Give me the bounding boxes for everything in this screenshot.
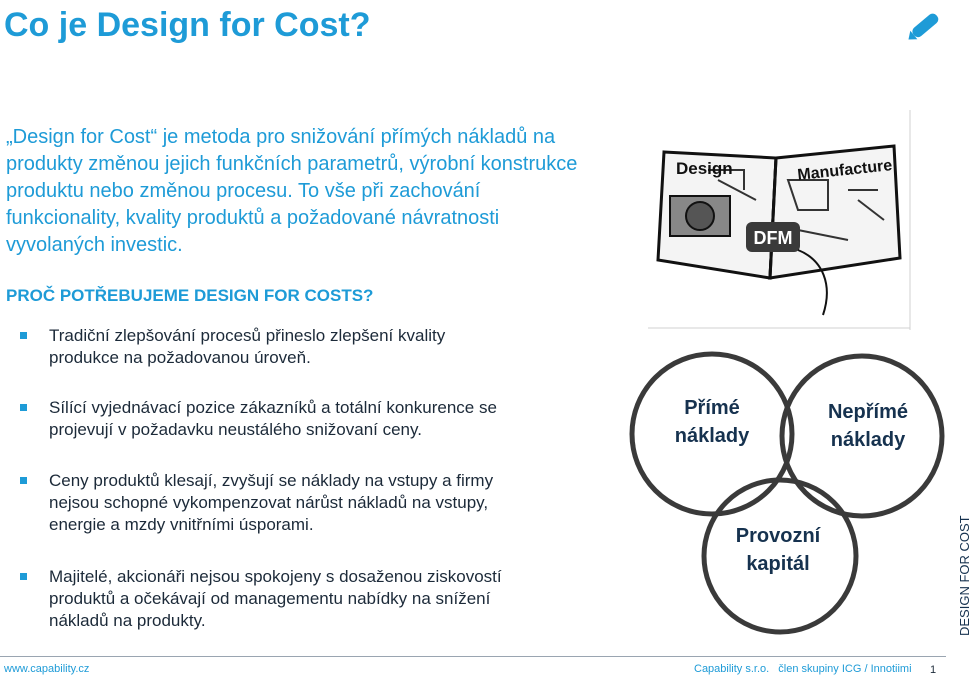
bullet-line: Sílící vyjednávací pozice zákazníků a totální konkurence se [49, 398, 497, 417]
venn-label-line: Provozní [735, 525, 821, 547]
page-title: Co je Design for Cost? [4, 6, 371, 44]
venn-label-line: Nepřímé [827, 401, 909, 423]
bullet-line: Majitelé, akcionáři nejsou spokojeny s dosaženou ziskovostí [49, 567, 502, 586]
venn-label-direct-costs [652, 394, 772, 450]
section-heading: PROČ POTŘEBUJEME DESIGN FOR COSTS? [6, 286, 374, 305]
illustration-manufacture-label: Manufacture [796, 157, 894, 184]
side-label: DESIGN FOR COST [957, 515, 972, 636]
footer-website-link[interactable]: www.capability.cz [4, 663, 90, 675]
bullet-marker-icon [20, 332, 27, 339]
bullet-text [49, 397, 497, 441]
intro-line: produktu nebo změnou procesu. To vše při zachování [6, 180, 481, 202]
bullet-line: nákladů na produkty. [49, 611, 206, 630]
bullet-line: Tradiční zlepšování procesů přineslo zlepšení kvality [49, 326, 446, 345]
bullet-marker-icon [20, 404, 27, 411]
venn-diagram [618, 330, 958, 630]
bullet-marker-icon [20, 477, 27, 484]
footer-company [694, 663, 918, 675]
footer-company-name: Capability s.r.o. [694, 663, 770, 675]
venn-label-line: kapitál [746, 553, 810, 575]
venn-label-line: náklady [830, 429, 906, 451]
footer-divider [0, 656, 946, 657]
dfm-badge: DFM [753, 228, 793, 248]
venn-label-line: Přímé [684, 397, 740, 419]
page-number: 1 [930, 664, 937, 676]
illustration-design-label: Design [676, 159, 733, 178]
bullet-line: produkce na požadovanou úroveň. [49, 348, 311, 367]
bullet-line: Ceny produktů klesají, zvyšují se náklady na vstupy a firmy [49, 471, 494, 490]
bullet-line: energie a mzdy vnitřními úsporami. [49, 515, 314, 534]
bullet-line: nejsou schopné vykompenzovat nárůst nákladů na vstupy, [49, 493, 489, 512]
bullet-text [49, 470, 493, 536]
intro-paragraph [6, 124, 660, 259]
venn-label-line: náklady [674, 425, 750, 447]
bullet-text [49, 325, 445, 369]
bullet-line: projevují v požadavku neustálého snižovaní ceny. [49, 420, 422, 439]
intro-line: vyvolaných investic. [6, 234, 183, 256]
intro-line: produkty změnou jejich funkčních parametrů, výrobní konstrukce [6, 153, 578, 175]
bullet-marker-icon [20, 573, 27, 580]
bullet-line: produktů a očekávají od managementu nabídky na snížení [49, 589, 491, 608]
venn-label-working-capital [718, 522, 838, 578]
intro-line: „Design for Cost“ je metoda pro snižování přímých nákladů na [6, 126, 556, 148]
footer-member: člen skupiny ICG / Innotiimi [778, 663, 912, 675]
dfm-illustration [648, 110, 912, 330]
intro-line: funkcionality, kvality produktů a požadované návratnosti [6, 207, 500, 229]
pen-icon [906, 8, 944, 42]
bullet-text [49, 566, 502, 632]
venn-label-indirect-costs [808, 398, 928, 454]
